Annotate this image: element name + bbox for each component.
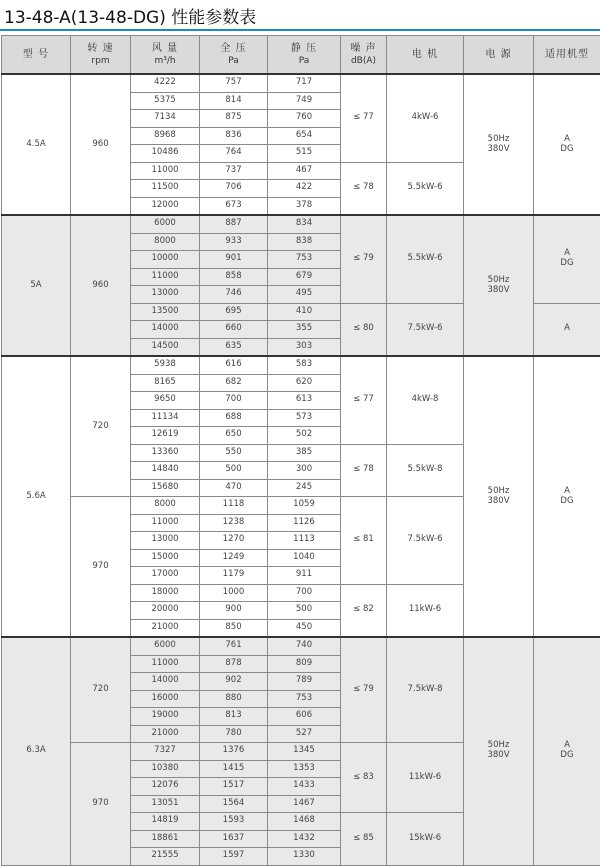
apply-model-cell — [534, 215, 600, 303]
airflow-cell: 10486 — [131, 145, 200, 163]
power-cell — [464, 74, 534, 215]
airflow-cell: 8000 — [131, 233, 200, 251]
static-pressure-cell: 620 — [268, 374, 341, 392]
cell-line: 380V — [464, 145, 533, 155]
noise-cell: ≤ 77 — [341, 356, 387, 444]
motor-cell: 5.5kW-8 — [387, 444, 464, 497]
cell-line: DG — [534, 259, 600, 269]
motor-cell: 11kW-6 — [387, 584, 464, 637]
power-cell — [464, 356, 534, 637]
total-pressure-cell: 650 — [200, 427, 268, 445]
static-pressure-cell: 303 — [268, 338, 341, 356]
total-pressure-cell: 1270 — [200, 532, 268, 550]
static-pressure-cell: 515 — [268, 145, 341, 163]
static-pressure-cell: 700 — [268, 584, 341, 602]
static-pressure-cell: 527 — [268, 725, 341, 743]
model-cell: 4.5A — [2, 74, 71, 215]
cell-line: A — [534, 135, 600, 145]
motor-cell: 5.5kW-6 — [387, 162, 464, 215]
total-pressure-cell: 878 — [200, 655, 268, 673]
table-row — [2, 215, 600, 233]
airflow-cell: 19000 — [131, 708, 200, 726]
header-motor: 电 机 — [387, 36, 464, 75]
total-pressure-cell: 706 — [200, 180, 268, 198]
static-pressure-cell: 300 — [268, 462, 341, 480]
airflow-cell: 5375 — [131, 92, 200, 110]
total-pressure-cell: 746 — [200, 286, 268, 304]
total-pressure-cell: 813 — [200, 708, 268, 726]
airflow-cell: 14840 — [131, 462, 200, 480]
airflow-cell: 15680 — [131, 479, 200, 497]
total-pressure-cell: 1415 — [200, 760, 268, 778]
static-pressure-cell: 378 — [268, 197, 341, 215]
airflow-cell: 6000 — [131, 637, 200, 655]
noise-cell: ≤ 79 — [341, 215, 387, 303]
cell-line: DG — [534, 145, 600, 155]
static-pressure-cell: 1468 — [268, 813, 341, 831]
static-pressure-cell: 1345 — [268, 743, 341, 761]
cell-line: 380V — [464, 751, 533, 761]
static-pressure-cell: 467 — [268, 162, 341, 180]
static-pressure-cell: 502 — [268, 427, 341, 445]
airflow-cell: 21000 — [131, 725, 200, 743]
apply-model-cell — [534, 637, 600, 865]
static-pressure-cell: 717 — [268, 74, 341, 92]
total-pressure-cell: 1637 — [200, 830, 268, 848]
airflow-cell: 8000 — [131, 497, 200, 515]
airflow-cell: 11000 — [131, 655, 200, 673]
airflow-cell: 14000 — [131, 673, 200, 691]
header-total-pressure: 全 压 Pa — [200, 36, 268, 75]
total-pressure-cell: 757 — [200, 74, 268, 92]
header-power: 电 源 — [464, 36, 534, 75]
airflow-cell: 21000 — [131, 619, 200, 637]
airflow-cell: 8165 — [131, 374, 200, 392]
speed-cell: 960 — [71, 215, 131, 356]
total-pressure-cell: 1118 — [200, 497, 268, 515]
airflow-cell: 11134 — [131, 409, 200, 427]
airflow-cell: 7327 — [131, 743, 200, 761]
static-pressure-cell: 1113 — [268, 532, 341, 550]
model-cell: 5.6A — [2, 356, 71, 637]
airflow-cell: 13000 — [131, 286, 200, 304]
airflow-cell: 18000 — [131, 584, 200, 602]
total-pressure-cell: 814 — [200, 92, 268, 110]
airflow-cell: 21555 — [131, 848, 200, 866]
noise-cell: ≤ 85 — [341, 813, 387, 866]
power-cell — [464, 215, 534, 356]
total-pressure-cell: 780 — [200, 725, 268, 743]
apply-model-cell — [534, 303, 600, 356]
title-underline — [0, 29, 600, 31]
motor-cell: 5.5kW-6 — [387, 215, 464, 303]
total-pressure-cell: 550 — [200, 444, 268, 462]
total-pressure-cell: 1597 — [200, 848, 268, 866]
airflow-cell: 14500 — [131, 338, 200, 356]
airflow-cell: 5938 — [131, 356, 200, 374]
total-pressure-cell: 836 — [200, 127, 268, 145]
static-pressure-cell: 606 — [268, 708, 341, 726]
static-pressure-cell: 245 — [268, 479, 341, 497]
header-airflow: 风 量 m³/h — [131, 36, 200, 75]
total-pressure-cell: 850 — [200, 619, 268, 637]
total-pressure-cell: 700 — [200, 392, 268, 410]
airflow-cell: 13500 — [131, 303, 200, 321]
airflow-cell: 12076 — [131, 778, 200, 796]
total-pressure-cell: 635 — [200, 338, 268, 356]
static-pressure-cell: 410 — [268, 303, 341, 321]
airflow-cell: 20000 — [131, 602, 200, 620]
speed-cell: 720 — [71, 356, 131, 497]
total-pressure-cell: 1238 — [200, 514, 268, 532]
total-pressure-cell: 933 — [200, 233, 268, 251]
static-pressure-cell: 1432 — [268, 830, 341, 848]
static-pressure-cell: 385 — [268, 444, 341, 462]
cell-line: 50Hz — [464, 487, 533, 497]
airflow-cell: 18861 — [131, 830, 200, 848]
table-body — [2, 74, 600, 865]
table-row — [2, 356, 600, 374]
airflow-cell: 16000 — [131, 690, 200, 708]
airflow-cell: 13000 — [131, 532, 200, 550]
airflow-cell: 10380 — [131, 760, 200, 778]
table-row — [2, 74, 600, 92]
table-row — [2, 637, 600, 655]
static-pressure-cell: 450 — [268, 619, 341, 637]
speed-cell: 970 — [71, 743, 131, 866]
cell-line: 380V — [464, 497, 533, 507]
static-pressure-cell: 1330 — [268, 848, 341, 866]
motor-cell: 7.5kW-6 — [387, 303, 464, 356]
airflow-cell: 11000 — [131, 162, 200, 180]
static-pressure-cell: 495 — [268, 286, 341, 304]
airflow-cell: 11000 — [131, 268, 200, 286]
static-pressure-cell: 1040 — [268, 549, 341, 567]
total-pressure-cell: 764 — [200, 145, 268, 163]
static-pressure-cell: 355 — [268, 321, 341, 339]
total-pressure-cell: 1593 — [200, 813, 268, 831]
airflow-cell: 8968 — [131, 127, 200, 145]
static-pressure-cell: 573 — [268, 409, 341, 427]
total-pressure-cell: 1376 — [200, 743, 268, 761]
static-pressure-cell: 740 — [268, 637, 341, 655]
cell-line: A — [534, 249, 600, 259]
static-pressure-cell: 753 — [268, 690, 341, 708]
total-pressure-cell: 682 — [200, 374, 268, 392]
cell-line: A — [534, 741, 600, 751]
motor-cell: 7.5kW-8 — [387, 637, 464, 743]
static-pressure-cell: 789 — [268, 673, 341, 691]
apply-model-cell — [534, 356, 600, 637]
total-pressure-cell: 887 — [200, 215, 268, 233]
total-pressure-cell: 1000 — [200, 584, 268, 602]
cell-line: DG — [534, 497, 600, 507]
static-pressure-cell: 1059 — [268, 497, 341, 515]
airflow-cell: 14000 — [131, 321, 200, 339]
airflow-cell: 13360 — [131, 444, 200, 462]
motor-cell: 7.5kW-6 — [387, 497, 464, 585]
header-speed: 转 速 rpm — [71, 36, 131, 75]
total-pressure-cell: 901 — [200, 251, 268, 269]
motor-cell: 11kW-6 — [387, 743, 464, 813]
total-pressure-cell: 470 — [200, 479, 268, 497]
model-cell: 6.3A — [2, 637, 71, 865]
noise-cell: ≤ 78 — [341, 444, 387, 497]
static-pressure-cell: 422 — [268, 180, 341, 198]
header-static-pressure: 静 压 Pa — [268, 36, 341, 75]
static-pressure-cell: 1353 — [268, 760, 341, 778]
noise-cell: ≤ 83 — [341, 743, 387, 813]
noise-cell: ≤ 81 — [341, 497, 387, 585]
airflow-cell: 6000 — [131, 215, 200, 233]
static-pressure-cell: 1433 — [268, 778, 341, 796]
header-row — [2, 36, 600, 75]
speed-cell: 960 — [71, 74, 131, 215]
static-pressure-cell: 613 — [268, 392, 341, 410]
cell-line: 50Hz — [464, 741, 533, 751]
cell-line: 50Hz — [464, 276, 533, 286]
total-pressure-cell: 875 — [200, 110, 268, 128]
noise-cell: ≤ 79 — [341, 637, 387, 743]
header-model: 型 号 — [2, 36, 71, 75]
static-pressure-cell: 1126 — [268, 514, 341, 532]
total-pressure-cell: 660 — [200, 321, 268, 339]
cell-line: A — [534, 487, 600, 497]
cell-line: 50Hz — [464, 135, 533, 145]
total-pressure-cell: 616 — [200, 356, 268, 374]
airflow-cell: 10000 — [131, 251, 200, 269]
header-apply-model: 适用机型 — [534, 36, 600, 75]
total-pressure-cell: 673 — [200, 197, 268, 215]
airflow-cell: 4222 — [131, 74, 200, 92]
static-pressure-cell: 838 — [268, 233, 341, 251]
total-pressure-cell: 858 — [200, 268, 268, 286]
motor-cell: 4kW-6 — [387, 74, 464, 162]
header-noise: 噪 声 dB(A) — [341, 36, 387, 75]
static-pressure-cell: 654 — [268, 127, 341, 145]
total-pressure-cell: 1517 — [200, 778, 268, 796]
airflow-cell: 11000 — [131, 514, 200, 532]
speed-cell: 720 — [71, 637, 131, 743]
performance-table — [1, 35, 600, 866]
airflow-cell: 17000 — [131, 567, 200, 585]
table-header — [2, 36, 600, 75]
cell-line: 380V — [464, 286, 533, 296]
total-pressure-cell: 880 — [200, 690, 268, 708]
noise-cell: ≤ 80 — [341, 303, 387, 356]
page-title: 13-48-A(13-48-DG) 性能参数表 — [4, 3, 256, 28]
static-pressure-cell: 500 — [268, 602, 341, 620]
static-pressure-cell: 583 — [268, 356, 341, 374]
static-pressure-cell: 911 — [268, 567, 341, 585]
total-pressure-cell: 737 — [200, 162, 268, 180]
total-pressure-cell: 1564 — [200, 795, 268, 813]
total-pressure-cell: 761 — [200, 637, 268, 655]
cell-line: A — [534, 324, 600, 334]
static-pressure-cell: 760 — [268, 110, 341, 128]
total-pressure-cell: 1179 — [200, 567, 268, 585]
model-cell: 5A — [2, 215, 71, 356]
total-pressure-cell: 500 — [200, 462, 268, 480]
airflow-cell: 12619 — [131, 427, 200, 445]
airflow-cell: 11500 — [131, 180, 200, 198]
motor-cell: 15kW-6 — [387, 813, 464, 866]
airflow-cell: 15000 — [131, 549, 200, 567]
airflow-cell: 14819 — [131, 813, 200, 831]
cell-line: DG — [534, 751, 600, 761]
title-bar — [0, 0, 600, 34]
apply-model-cell — [534, 74, 600, 215]
total-pressure-cell: 1249 — [200, 549, 268, 567]
airflow-cell: 9650 — [131, 392, 200, 410]
static-pressure-cell: 1467 — [268, 795, 341, 813]
power-cell — [464, 637, 534, 865]
total-pressure-cell: 902 — [200, 673, 268, 691]
static-pressure-cell: 834 — [268, 215, 341, 233]
static-pressure-cell: 679 — [268, 268, 341, 286]
airflow-cell: 12000 — [131, 197, 200, 215]
static-pressure-cell: 753 — [268, 251, 341, 269]
airflow-cell: 13051 — [131, 795, 200, 813]
total-pressure-cell: 688 — [200, 409, 268, 427]
static-pressure-cell: 749 — [268, 92, 341, 110]
motor-cell: 4kW-8 — [387, 356, 464, 444]
total-pressure-cell: 695 — [200, 303, 268, 321]
noise-cell: ≤ 78 — [341, 162, 387, 215]
noise-cell: ≤ 77 — [341, 74, 387, 162]
speed-cell: 970 — [71, 497, 131, 638]
total-pressure-cell: 900 — [200, 602, 268, 620]
static-pressure-cell: 809 — [268, 655, 341, 673]
airflow-cell: 7134 — [131, 110, 200, 128]
noise-cell: ≤ 82 — [341, 584, 387, 637]
